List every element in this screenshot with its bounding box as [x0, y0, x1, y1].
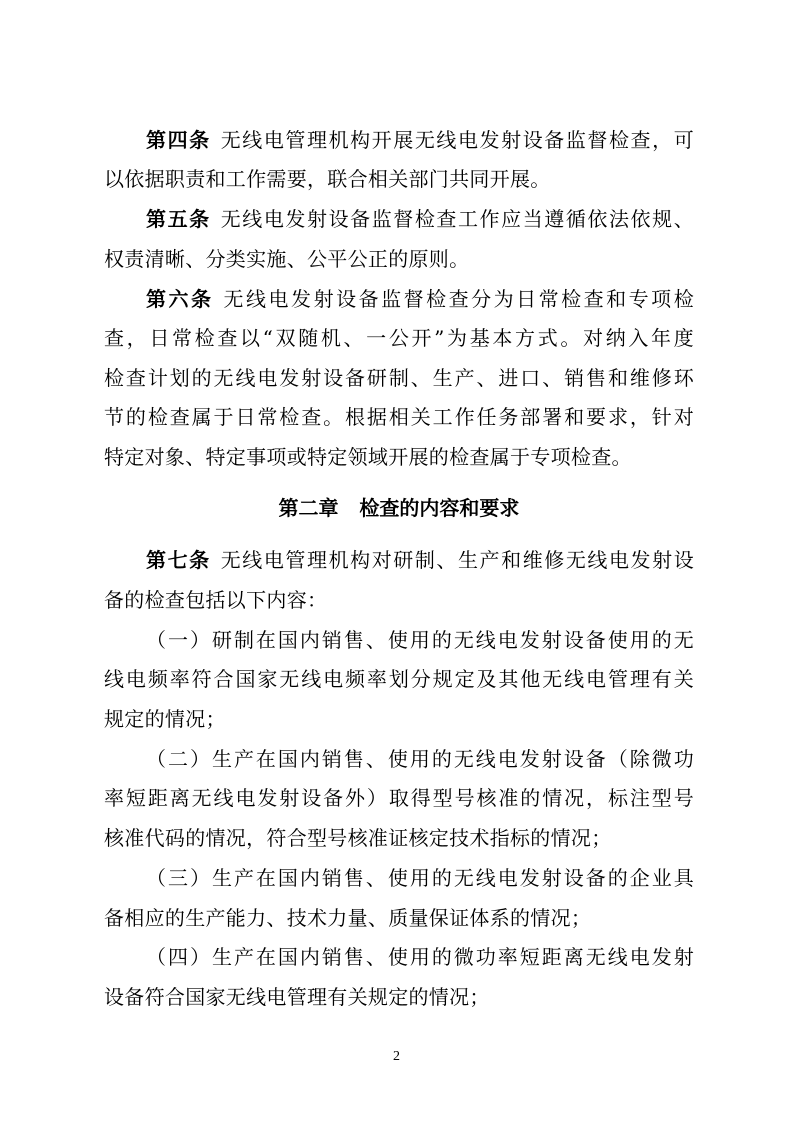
article-6-line-5: 特定对象、特定事项或特定领域开展的检查属于专项检查。	[104, 445, 632, 469]
article-5-line-2: 权责清晰、分类实施、公平公正的原则。	[104, 247, 470, 271]
article-6-line-1: 第六条 无线电发射设备监督检查分为日常检查和专项检	[146, 287, 694, 311]
article-5-line-1: 第五条 无线电发射设备监督检查工作应当遵循依法依规、	[146, 207, 694, 231]
chapter-heading: 第二章 检查的内容和要求	[278, 496, 520, 520]
item-4-line-2: 设备符合国家无线电管理有关规定的情况；	[104, 985, 490, 1009]
item-1-line-2: 线电频率符合国家无线电频率划分规定及其他无线电管理有关	[104, 667, 694, 691]
article-7-line-2: 备的检查包括以下内容：	[104, 588, 328, 612]
item-3-line-1: （三）生产在国内销售、使用的无线电发射设备的企业具	[146, 866, 694, 890]
item-1-line-3: 规定的情况；	[104, 707, 226, 731]
article-6-label: 第六条	[146, 287, 214, 311]
article-7-line-1: 第七条 无线电管理机构对研制、生产和维修无线电发射设	[146, 548, 694, 572]
page-number: 2	[393, 1049, 400, 1064]
item-2-line-2: 率短距离无线电发射设备外）取得型号核准的情况，标注型号	[104, 786, 694, 810]
article-6-line-4: 节的检查属于日常检查。根据相关工作任务部署和要求，针对	[104, 405, 694, 429]
item-2-line-1: （二）生产在国内销售、使用的无线电发射设备（除微功	[146, 747, 694, 771]
item-2-line-3: 核准代码的情况，符合型号核准证核定技术指标的情况；	[104, 826, 612, 850]
article-5-label: 第五条	[146, 207, 211, 231]
item-4-line-1: （四）生产在国内销售、使用的微功率短距离无线电发射	[146, 945, 694, 969]
article-6-line-3: 检查计划的无线电发射设备研制、生产、进口、销售和维修环	[104, 366, 694, 390]
article-4-line-1: 第四条 无线电管理机构开展无线电发射设备监督检查，可	[146, 128, 694, 152]
article-7-label: 第七条	[146, 548, 211, 572]
item-1-line-1: （一）研制在国内销售、使用的无线电发射设备使用的无	[146, 628, 694, 652]
item-3-line-2: 备相应的生产能力、技术力量、质量保证体系的情况；	[104, 906, 592, 930]
article-4-label: 第四条	[146, 128, 211, 152]
article-6-line-2: 查，日常检查以“双随机、一公开”为基本方式。对纳入年度	[104, 326, 694, 350]
article-4-line-2: 以依据职责和工作需要，联合相关部门共同开展。	[104, 167, 551, 191]
